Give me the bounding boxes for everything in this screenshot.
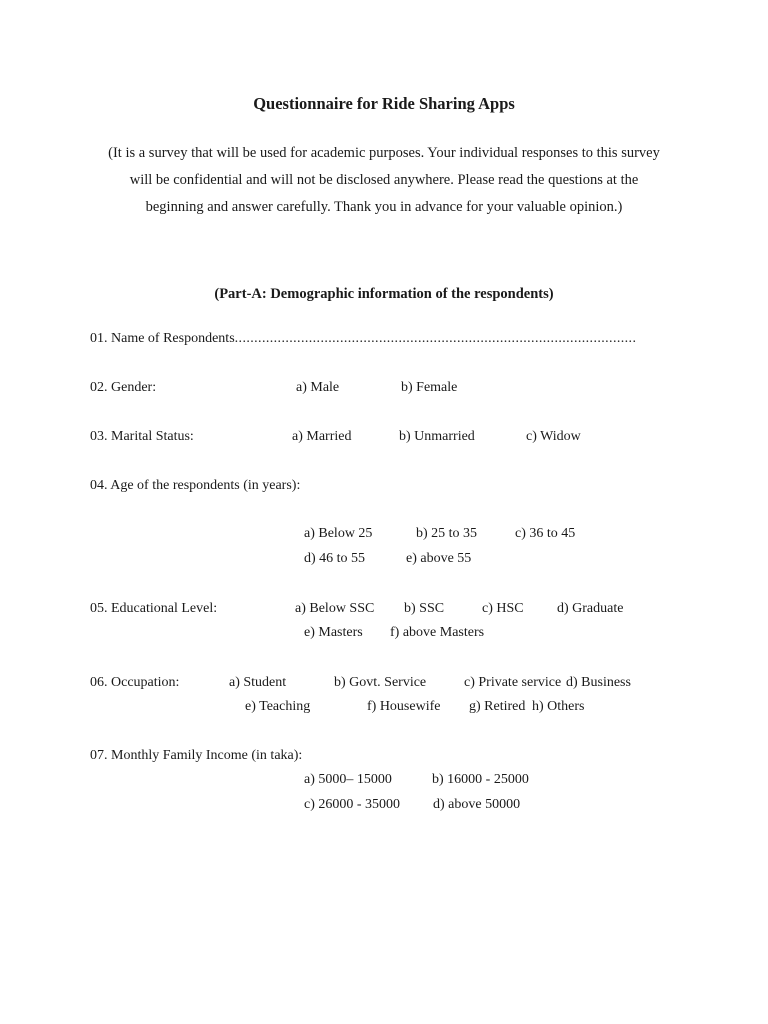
q3-option-c: c) Widow	[526, 429, 581, 444]
q7-option-b: b) 16000 - 25000	[432, 772, 529, 787]
q4-option-d: d) 46 to 55	[304, 551, 366, 566]
q4-option-a: a) Below 25	[304, 526, 373, 541]
q2-label: 02. Gender:	[90, 380, 157, 395]
q5-label: 05. Educational Level:	[90, 601, 218, 616]
q7-option-d: d) above 50000	[433, 797, 521, 812]
intro-paragraph	[84, 140, 684, 221]
q1-label: 01. Name of Respondents	[90, 331, 235, 346]
q7-option-a: a) 5000– 15000	[304, 772, 392, 787]
q6-option-f: f) Housewife	[367, 699, 441, 714]
q6-option-b: b) Govt. Service	[334, 675, 427, 690]
intro-line-3: beginning and answer carefully. Thank you in advance for your valuable opinion.)	[145, 199, 623, 215]
q5-option-d: d) Graduate	[557, 601, 624, 616]
q5-option-e: e) Masters	[304, 625, 363, 640]
q6-label: 06. Occupation:	[90, 675, 180, 690]
q1-name-line	[90, 330, 636, 348]
q2-option-a: a) Male	[296, 380, 340, 395]
q6-option-h: h) Others	[532, 699, 585, 714]
intro-line-1: (It is a survey that will be used for academic purposes. Your individual responses to this survey	[108, 145, 660, 161]
q6-option-d: d) Business	[566, 675, 631, 690]
q7-label: 07. Monthly Family Income (in taka):	[90, 748, 303, 763]
q7-option-c: c) 26000 - 35000	[304, 797, 401, 812]
document-title: Questionnaire for Ride Sharing Apps	[253, 94, 515, 113]
q4-label: 04. Age of the respondents (in years):	[90, 478, 301, 493]
q2-option-b: b) Female	[401, 380, 458, 395]
q6-option-g: g) Retired	[469, 699, 526, 714]
q3-label: 03. Marital Status:	[90, 429, 194, 444]
q6-option-c: c) Private service	[464, 675, 562, 690]
q5-option-f: f) above Masters	[390, 625, 485, 640]
q5-option-b: b) SSC	[404, 601, 445, 616]
section-heading-part-a: (Part-A: Demographic information of the respondents)	[214, 286, 554, 302]
q3-option-a: a) Married	[292, 429, 352, 444]
q1-answer-blank: .......................................................................................................	[234, 331, 637, 346]
q6-option-a: a) Student	[229, 675, 287, 690]
q5-option-c: c) HSC	[482, 601, 524, 616]
intro-line-2: will be confidential and will not be disclosed anywhere. Please read the questions at the	[129, 172, 639, 188]
q4-option-b: b) 25 to 35	[416, 526, 478, 541]
q5-option-a: a) Below SSC	[295, 601, 375, 616]
q4-option-c: c) 36 to 45	[515, 526, 576, 541]
q3-option-b: b) Unmarried	[399, 429, 475, 444]
q6-option-e: e) Teaching	[245, 699, 311, 714]
q4-option-e: e) above 55	[406, 551, 472, 566]
